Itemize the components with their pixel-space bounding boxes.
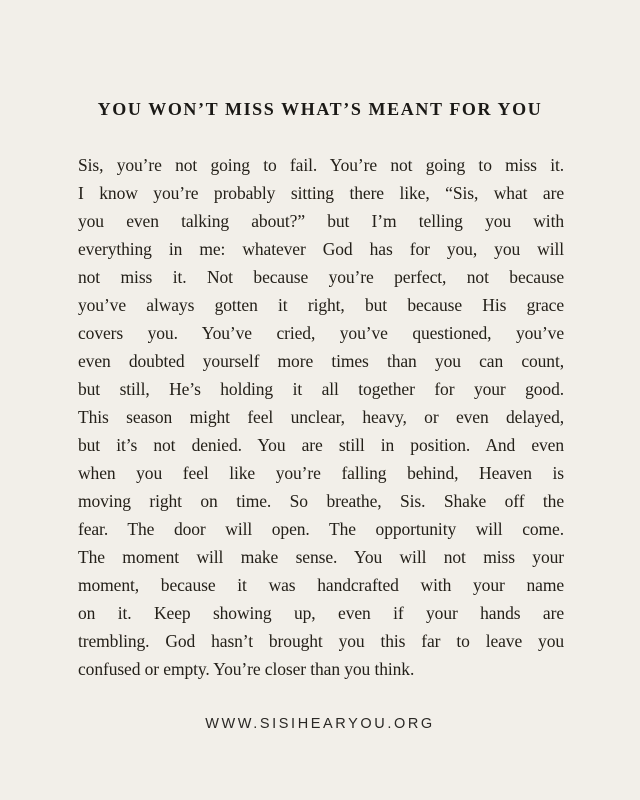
body-line: trembling. God hasn’t brought you this far to leave you <box>78 631 564 651</box>
body-line: on it. Keep showing up, even if your hands are <box>78 603 564 623</box>
website-url: WWW.SISIHEARYOU.ORG <box>205 716 435 732</box>
body-line: Sis, you’re not going to fail. You’re not going to miss it. <box>78 155 564 175</box>
body-line: The moment will make sense. You will not miss your <box>78 547 564 567</box>
page-title: YOU WON’T MISS WHAT’S MEANT FOR YOU <box>97 99 543 119</box>
body-line: you even talking about?” but I’m telling you with <box>78 211 564 231</box>
quote-body <box>78 151 564 683</box>
body-line: I know you’re probably sitting there like, “Sis, what are <box>78 183 564 203</box>
body-line: confused or empty. You’re closer than you think. <box>78 659 415 679</box>
body-line: fear. The door will open. The opportunity will come. <box>78 519 564 539</box>
body-line: This season might feel unclear, heavy, or even delayed, <box>78 407 564 427</box>
body-line: you’ve always gotten it right, but because His grace <box>78 295 564 315</box>
body-line: everything in me: whatever God has for you, you will <box>78 239 564 259</box>
body-line: moving right on time. So breathe, Sis. Shake off the <box>78 491 564 511</box>
body-line: moment, because it was handcrafted with your name <box>78 575 564 595</box>
body-line: but still, He’s holding it all together for your good. <box>78 379 564 399</box>
body-line: covers you. You’ve cried, you’ve questioned, you’ve <box>78 323 564 343</box>
body-line: when you feel like you’re falling behind, Heaven is <box>78 463 564 483</box>
body-line: not miss it. Not because you’re perfect, not because <box>78 267 564 287</box>
body-line: even doubted yourself more times than you can count, <box>78 351 564 371</box>
body-line: but it’s not denied. You are still in position. And even <box>78 435 564 455</box>
